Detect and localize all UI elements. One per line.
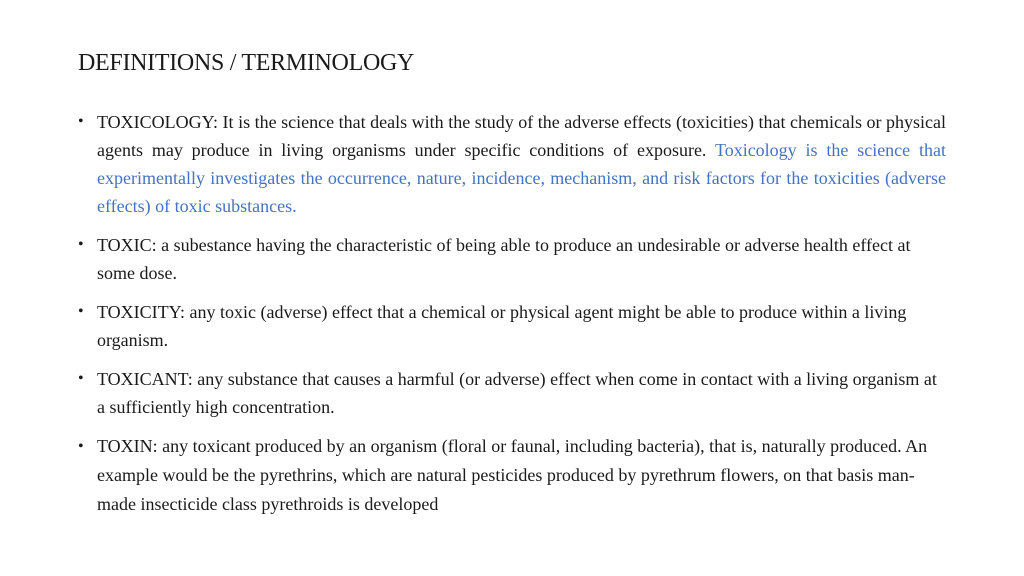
highlight-toxicology: Toxicology is the science that experimentally investigates the occurrence, nature, incidence, mechanism, and risk factors for the toxicities (adverse effects) of toxic substances.: [97, 140, 946, 216]
slide-title: DEFINITIONS / TERMINOLOGY: [78, 50, 415, 76]
definition-toxicity: : any toxic (adverse) effect that a chemical or physical agent might be able to produce within a living organism.: [97, 302, 907, 350]
bullet-toxicity: [78, 298, 946, 354]
bullet-toxicology: [78, 108, 946, 220]
definition-toxicology: : It is the science that deals with the study of the adverse effects (toxicities) that chemicals or physical agents may produce in living organisms under specific conditions of exposure.: [97, 112, 946, 160]
term-toxicant: TOXICANT: [97, 369, 188, 389]
definition-toxicant: : any substance that causes a harmful (or adverse) effect when come in contact with a living organism at a sufficiently high concentration.: [97, 369, 937, 417]
definition-toxin: : any toxicant produced by an organism (floral or faunal, including bacteria), that is, naturally produced. An example would be the pyrethrins, which are natural pesticides produced by pyrethrum flowers, on that basis man-made insecticide class pyrethroids is developed: [97, 436, 928, 514]
definitions-list: [78, 108, 946, 519]
term-toxin: TOXIN: [97, 436, 153, 456]
bullet-toxicant: [78, 365, 946, 421]
definition-toxic: : a subestance having the characteristic of being able to produce an undesirable or adverse health effect at some dose.: [97, 235, 911, 283]
term-toxicology: TOXICOLOGY: [97, 112, 214, 132]
term-toxic: TOXIC: [97, 235, 152, 255]
term-toxicity: TOXICITY: [97, 302, 181, 322]
bullet-toxin: [78, 432, 946, 519]
bullet-toxic: [78, 231, 946, 287]
